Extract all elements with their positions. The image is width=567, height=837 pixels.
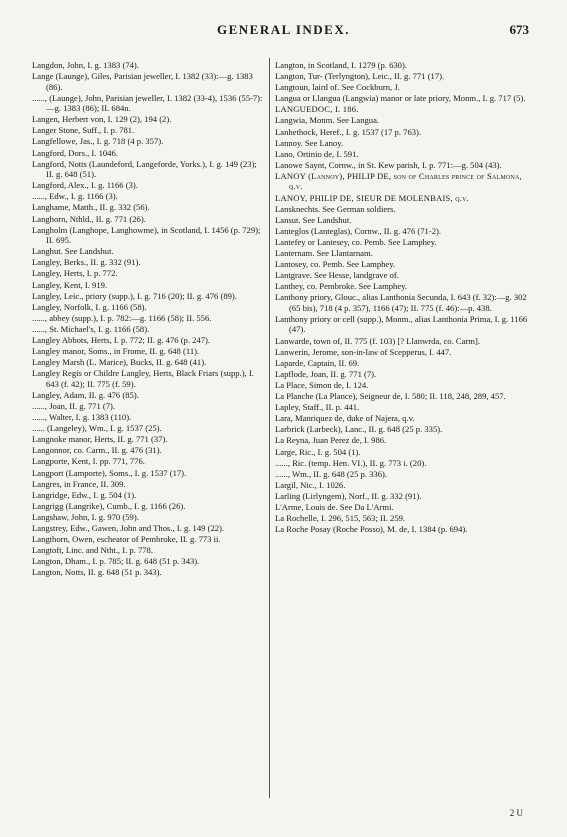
index-entry: Lara, Manriquez de, duke of Najera, q.v. bbox=[275, 413, 415, 424]
index-entry: Lanthony priory or cell (supp.), Monm., alias Lanthonia Prima, I. g. 1166 (47). bbox=[275, 313, 528, 335]
index-entry: Lanwerin, Jerome, son-in-law of Scepperus, I. 447. bbox=[275, 346, 452, 357]
index-entry: Langres, in France, II. 309. bbox=[32, 478, 126, 489]
index-entry: Langdon, John, I. g. 1383 (74). bbox=[32, 60, 139, 70]
index-entry: Langer Stone, Suff., I. p. 781. bbox=[32, 125, 135, 136]
index-entry: La Roche Posay (Roche Posso), M. de, I. 1384 (p. 694). bbox=[275, 524, 468, 535]
index-entry: Langton, Dham., I. p. 785; II. g. 648 (51 p. 343). bbox=[32, 556, 200, 567]
index-column-right bbox=[275, 60, 530, 535]
index-entry: Langley, Adam, II. g. 476 (85). bbox=[32, 389, 139, 400]
index-entry: Langley manor, Soms., in Frome, II. g. 648 (11). bbox=[32, 346, 200, 357]
index-entry: Lange (Launge), Giles, Parisian jeweller, I. 1382 (33):—g. 1383 (86). bbox=[32, 71, 253, 92]
running-title: GENERAL INDEX. bbox=[217, 22, 350, 37]
index-entry: LANGUEDOC, I. 186. bbox=[275, 104, 359, 115]
page-number: 673 bbox=[509, 22, 529, 37]
index-entry: Langwia, Monm. See Langua. bbox=[275, 115, 380, 126]
index-entry: Langford, Notts (Laundeford, Langeforde, Yorks.), I. g. 149 (23); II. g. 648 (51). bbox=[32, 158, 257, 180]
index-entry: ...... (Langeley), Wm., I. g. 1537 (25). bbox=[32, 423, 162, 434]
index-entry: Langholm (Langhope, Langhowme), in Scotland, I. 1456 (p. 729); II. 695. bbox=[32, 224, 261, 246]
column-divider bbox=[269, 58, 270, 798]
index-entry: Langhame, Matth., II. g. 332 (56). bbox=[32, 202, 150, 213]
index-entry: Larbrick (Larbeck), Lanc., II. g. 648 (25 p. 335). bbox=[275, 424, 443, 435]
index-entry: ......, (Launge), John, Parisian jeweller, I. 1382 (33-4), 1536 (55-7):—g. 1383 (86); II. 684n. bbox=[32, 92, 263, 114]
index-entry: Lanthey, co. Pembroke. See Lamphey. bbox=[275, 281, 408, 292]
index-entry: Lapflode, Joan, II. g. 771 (7). bbox=[275, 368, 377, 379]
index-entry: Langporte, Kent, I. pp. 771, 776. bbox=[32, 456, 145, 467]
index-entry: Langton, in Scotland, I. 1279 (p. 630). bbox=[275, 60, 407, 70]
index-entry: Langport (Lamporte), Soms., I. g. 1537 (17). bbox=[32, 467, 187, 478]
index-entry: Langtoft, Linc. and Ntht., I. p. 778. bbox=[32, 545, 154, 556]
index-entry: Langley, Berks., II. g. 332 (91). bbox=[32, 257, 141, 268]
index-entry: Lantosey, co. Pemb. See Lamphey. bbox=[275, 259, 396, 270]
index-entry: Langley Regis or Childre Langley, Herts, Black Friars (supp.), I. 643 (f. 42); II. 775 (f. 59). bbox=[32, 368, 254, 389]
signature-mark: 2 U bbox=[509, 808, 523, 818]
index-entry: Lanternam. See Llantarnam. bbox=[275, 248, 373, 258]
index-entry: Langen, Herbert von, I. 129 (2), 194 (2). bbox=[32, 114, 172, 125]
index-entry: Langhut. See Landshut. bbox=[32, 246, 114, 257]
index-entry: Langstrey, Edw., Gawen, John and Thos., I. g. 149 (22). bbox=[32, 522, 225, 533]
index-entry: Lansknechts. See German soldiers. bbox=[275, 203, 396, 214]
index-entry: Langridge, Edw., I. g. 504 (1). bbox=[32, 489, 137, 500]
index-entry: Langshaw, John, I. g. 970 (59). bbox=[32, 511, 139, 522]
index-entry: Langley, Kent, I. 919. bbox=[32, 279, 108, 290]
index-entry: LANOY, PHILIP DE, SIEUR DE MOLENBAIS, q.v. bbox=[275, 192, 469, 203]
index-entry: ......, Joan, II. g. 771 (7). bbox=[32, 400, 116, 411]
index-entry: Langua or Llangua (Langwia) manor or late priory, Monm., I. g. 717 (5). bbox=[275, 93, 526, 104]
index-entry: La Reyna, Juan Perez de, I. 986. bbox=[275, 435, 387, 446]
index-entry: ......, Edw., I. g. 1166 (3). bbox=[32, 191, 118, 202]
index-entry: Lanwarde, town of, II. 775 (f. 103) [? Llanwrda, co. Carm]. bbox=[275, 335, 480, 346]
index-entry: Lansut. See Landshut. bbox=[275, 214, 352, 225]
index-entry: ......, abbey (supp.), I. p. 782:—g. 1166 (58); II. 556. bbox=[32, 312, 212, 323]
index-entry: Lano, Ortinio de, I. 591. bbox=[275, 148, 359, 159]
index-entry: LANOY (Lannoy), PHILIP DE, son of Charles prince of Salmona, q.v. bbox=[275, 170, 522, 192]
index-entry: Langley Marsh (L. Marice), Bucks, II. g. 648 (41). bbox=[32, 357, 207, 368]
index-entry: ......, St. Michael's, I. g. 1166 (58). bbox=[32, 323, 150, 334]
index-entry: Large, Ric., I. g. 504 (1). bbox=[275, 446, 361, 457]
index-entry: Lannoy. See Lanoy. bbox=[275, 137, 344, 148]
index-entry: Lapley, Staff., II. p. 441. bbox=[275, 402, 360, 413]
index-entry: Langley, Herts, I. p. 772. bbox=[32, 268, 118, 279]
index-entry: Langley, Norfolk, I. g. 1166 (58). bbox=[32, 301, 147, 312]
index-entry: Langley Abbots, Herts, I. p. 772; II. g. 476 (p. 247). bbox=[32, 334, 211, 345]
index-entry: Lanhethock, Heref., I. g. 1537 (17 p. 763). bbox=[275, 126, 422, 137]
index-entry: La Planche (La Plance), Seigneur de, I. 580; II. 118, 248, 289, 457. bbox=[275, 391, 506, 402]
index-entry: Lantgrave. See Hesse, landgrave of. bbox=[275, 270, 399, 281]
index-entry: Langford, Alex., I. g. 1166 (3). bbox=[32, 180, 138, 191]
index-entry: Langton, Tur- (Terlyngton), Leic., II. g. 771 (17). bbox=[275, 71, 445, 82]
index-entry: Laparde, Captain, II. 69. bbox=[275, 357, 360, 368]
index-entry: Largil, Nic., I. 1026. bbox=[275, 479, 346, 490]
index-entry: Lantefey or Lantesey, co. Pemb. See Lamphey. bbox=[275, 236, 437, 247]
index-entry: ......, Walter, I. g. 1383 (110). bbox=[32, 412, 132, 423]
index-entry: Langthorn, Owen, escheator of Pembroke, II. g. 773 ii. bbox=[32, 534, 221, 545]
index-entry: ......, Ric. (temp. Hen. VI.), II. g. 773 i. (20). bbox=[275, 457, 427, 468]
index-entry: Langnoke manor, Herts, II. g. 771 (37). bbox=[32, 434, 168, 445]
index-entry: Langford, Dors., I. 1046. bbox=[32, 147, 118, 158]
index-entry: Langfellowe, Jas., I. g. 718 (4 p. 357). bbox=[32, 136, 164, 147]
page-header bbox=[30, 22, 537, 44]
index-entry: La Rochelle, I. 296, 515, 563; II. 259. bbox=[275, 513, 406, 524]
index-entry: L'Arme, Louis de. See Da L'Armi. bbox=[275, 501, 394, 512]
index-entry: La Place, Simon de, I. 124. bbox=[275, 379, 369, 390]
index-entry: Lanowe Saynt, Cornw., in St. Kew parish, I. p. 771:—g. 504 (43). bbox=[275, 159, 502, 170]
index-entry: Langtoun, laird of. See Cockburn, J. bbox=[275, 82, 400, 93]
index-column-left bbox=[32, 60, 264, 578]
index-entry: Langton, Notts, II. g. 648 (51 p. 343). bbox=[32, 567, 162, 578]
index-entry: Lanteglos (Lanteglas), Cornw., II. g. 476 (71-2). bbox=[275, 225, 442, 236]
index-entry: Larling (Lirlyngem), Norf., II. g. 332 (91). bbox=[275, 490, 422, 501]
index-entry: Lanthony priory, Glouc., alias Lanthonia Secunda, I. 643 (f. 32):—g. 302 (65 bis), 718 (4 p. 357), 1166 (47); II. 775 (f. 46):—p. 438. bbox=[275, 292, 527, 313]
index-entry: ......, Wm., II. g. 648 (25 p. 336). bbox=[275, 468, 388, 479]
index-entry: Langrigg (Langrike), Cumb., I. g. 1166 (26). bbox=[32, 500, 186, 511]
index-entry: Langonnor, co. Carm., II. g. 476 (31). bbox=[32, 445, 162, 456]
index-entry: Langley, Leic., priory (supp.), I. g. 716 (20); II. g. 476 (89). bbox=[32, 290, 237, 301]
index-entry: Langhorn, Nthld., II. g. 771 (26). bbox=[32, 213, 146, 224]
